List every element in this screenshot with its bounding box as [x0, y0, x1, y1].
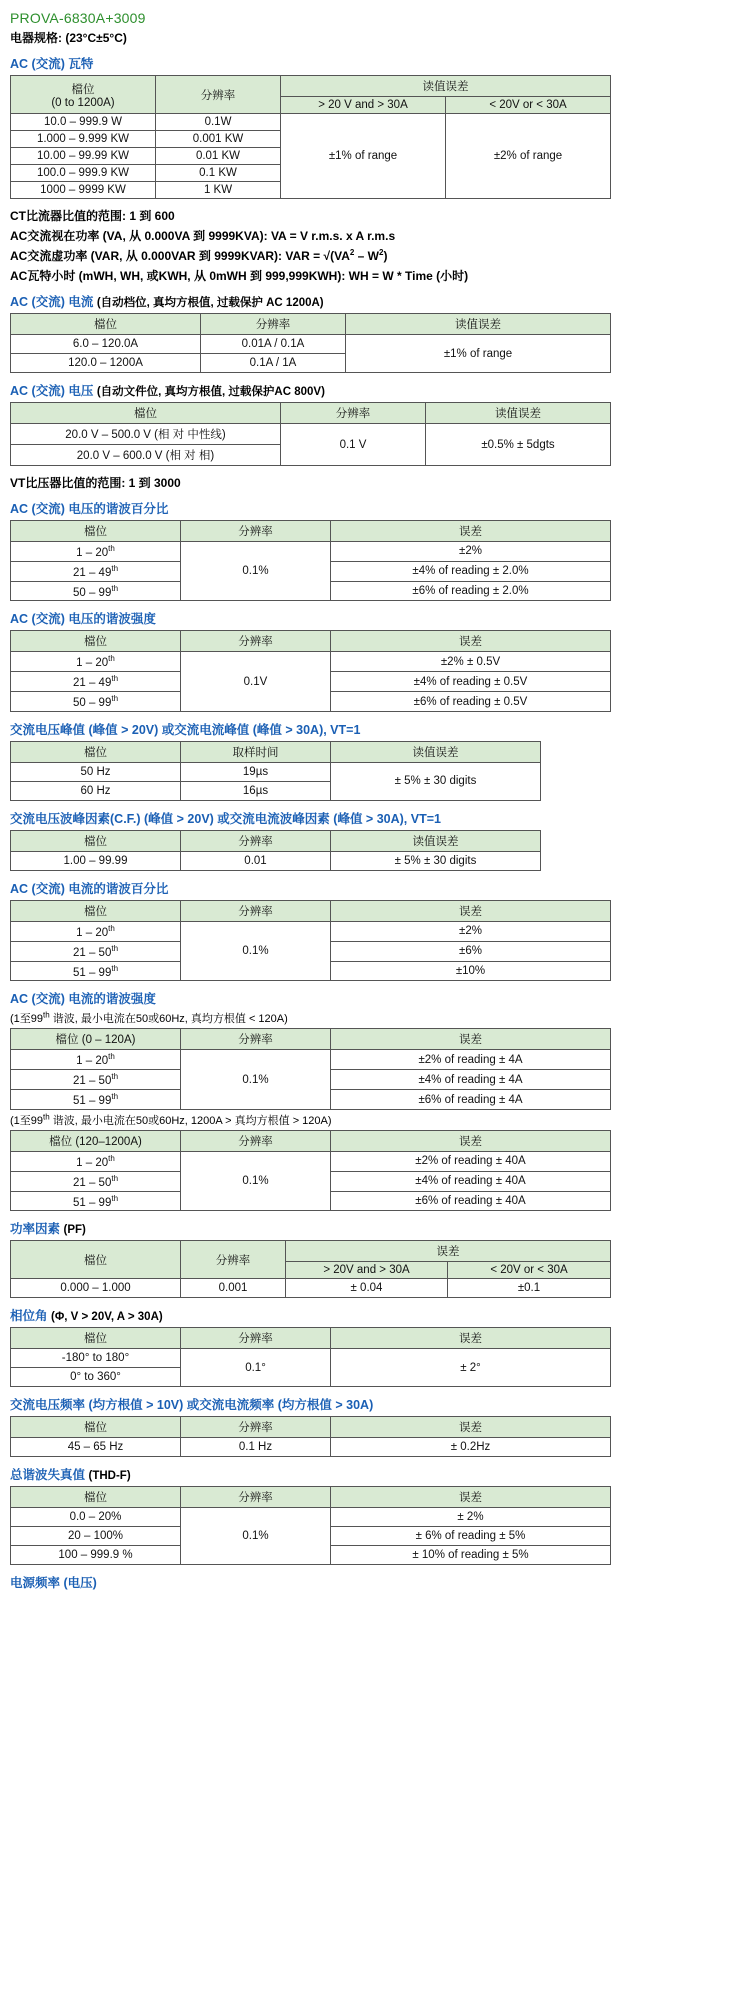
section-heading-ac-current-label: AC (交流) 电流 — [10, 295, 94, 309]
cell-range-text: 50 – 99 — [72, 586, 112, 599]
col-header-range: 檔位 — [11, 830, 181, 851]
col-header-resolution: 分辨率 — [181, 1417, 331, 1438]
col-header-resolution: 分辨率 — [181, 1487, 331, 1508]
cell-range-sup: th — [111, 583, 119, 593]
section-heading-phase-angle-label: 相位角 — [10, 1309, 48, 1324]
cell-accuracy: ±4% of reading ± 40A — [331, 1171, 611, 1191]
section-heading-frequency: 交流电压频率 (均方根值 > 10V) 或交流电流频率 (均方根值 > 30A) — [10, 1398, 374, 1413]
cell-range-sup: th — [108, 923, 115, 933]
cell-accuracy: ±4% of reading ± 4A — [331, 1070, 611, 1090]
table-row — [11, 1279, 611, 1298]
cell-resolution: 0.1 KW — [156, 165, 281, 182]
cell-accuracy: ± 5% ± 30 digits — [331, 851, 541, 870]
cell-range — [11, 652, 181, 672]
cell-range — [11, 1191, 181, 1211]
page-title: PROVA-6830A+3009 — [10, 10, 146, 26]
cell-range: 120.0 – 1200A — [11, 354, 201, 373]
table-current-harmonic-magnitude-low — [10, 1028, 611, 1109]
note-text: (1至99 — [10, 1013, 44, 1026]
cell-resolution: 0.1 V — [281, 424, 426, 466]
col-header-resolution: 分辨率 — [181, 521, 331, 542]
cell-accuracy: ±2% — [331, 921, 611, 941]
cell-range-text: 21 – 49 — [72, 566, 112, 579]
note-vt-ratio: VT比压器比值的范围: 1 到 3000 — [10, 476, 181, 490]
col-header-resolution: 分辨率 — [181, 1130, 331, 1151]
cell-accuracy: ± 2° — [331, 1349, 611, 1387]
table-ac-watt — [10, 75, 611, 199]
cell-range-text: 51 – 99 — [72, 1094, 112, 1107]
cell-resolution: 0.01A / 0.1A — [201, 335, 346, 354]
cell-accuracy-high: ± 0.04 — [286, 1279, 448, 1298]
cell-range-text: 21 – 50 — [72, 1075, 112, 1088]
cell-accuracy: ± 0.2Hz — [331, 1438, 611, 1457]
cell-range: 0.000 – 1.000 — [11, 1279, 181, 1298]
table-row — [11, 762, 541, 781]
cell-accuracy: ±6% of reading ± 4A — [331, 1090, 611, 1110]
table-row — [11, 335, 611, 354]
cell-accuracy-low: ±2% of range — [446, 114, 611, 199]
col-header-range: 檔位 — [11, 1328, 181, 1349]
cell-resolution: 0.1 Hz — [181, 1438, 331, 1457]
note-current-harmonic-range-low — [10, 1010, 740, 1026]
col-header-range: 檔位 — [11, 403, 281, 424]
table-peak — [10, 741, 541, 801]
col-header-resolution: 分辨率 — [181, 1029, 331, 1050]
note-var-text-c: ) — [383, 249, 388, 263]
col-header-accuracy: 误差 — [331, 1328, 611, 1349]
cell-accuracy-high: ±1% of range — [281, 114, 446, 199]
cell-range: 60 Hz — [11, 781, 181, 800]
note-var-text-a: AC交流虚功率 (VAR, 从 0.000VAR 到 9999KVAR): VAR = √(VA — [10, 249, 350, 263]
note-wh: AC瓦特小时 (mWH, WH, 或KWH, 从 0mWH 到 999,999KWH): WH = W * Time (小时) — [10, 269, 469, 283]
cell-resolution: 0.1% — [181, 542, 331, 601]
cell-resolution: 0.001 KW — [156, 131, 281, 148]
section-heading-thd — [10, 1465, 740, 1483]
table-row — [11, 424, 611, 445]
cell-accuracy: ± 6% of reading ± 5% — [331, 1527, 611, 1546]
cell-accuracy: ± 2% — [331, 1508, 611, 1527]
cell-accuracy: ± 5% ± 30 digits — [331, 762, 541, 800]
section-heading-current-harmonic-percent: AC (交流) 电流的谐波百分比 — [10, 881, 169, 896]
cell-range-sup: th — [108, 544, 115, 553]
table-row — [11, 1508, 611, 1527]
col-header-resolution: 分辨率 — [181, 830, 331, 851]
cell-range: 0.0 – 20% — [11, 1508, 181, 1527]
section-heading-ac-current — [10, 292, 740, 310]
col-header-range: 檔位 — [11, 1241, 181, 1279]
cell-range-text: 1 – 20 — [76, 657, 109, 670]
cell-range: 20 – 100% — [11, 1527, 181, 1546]
cell-resolution: 0.1° — [181, 1349, 331, 1387]
col-header-accuracy: 误差 — [331, 521, 611, 542]
col-header-range: 檔位 — [11, 1487, 181, 1508]
note-text: (1至99 — [10, 1114, 44, 1127]
cell-range-sup: th — [111, 963, 119, 973]
col-header-accuracy: 误差 — [331, 1487, 611, 1508]
note-rest: 谐波, 最小电流在50或60Hz, 1200A > 真均方根值 > 120A) — [49, 1114, 332, 1127]
section-heading-voltage-harmonic-percent: AC (交流) 电压的谐波百分比 — [10, 502, 169, 516]
table-ac-current — [10, 313, 611, 373]
cell-range-sup: th — [111, 1193, 119, 1203]
section-heading-line-frequency: 电源频率 (电压) — [10, 1576, 97, 1591]
cell-range — [11, 581, 181, 601]
cell-range-sup: th — [111, 674, 119, 684]
cell-range: 0° to 360° — [11, 1368, 181, 1387]
col-header-range: 檔位 — [11, 741, 181, 762]
section-heading-power-factor-label: 功率因素 — [10, 1222, 61, 1237]
cell-range-text: 1 – 20 — [76, 926, 109, 939]
table-voltage-harmonic-percent — [10, 520, 611, 601]
table-frequency — [10, 1416, 611, 1457]
table-row — [11, 1438, 611, 1457]
cell-range: 10.00 – 99.99 KW — [11, 148, 156, 165]
col-header-range: 檔位 (120–1200A) — [11, 1130, 181, 1151]
col-header-resolution: 分辨率 — [181, 1241, 286, 1279]
col-header-accuracy-high: > 20V and > 30A — [286, 1262, 448, 1279]
col-header-resolution: 分辨率 — [181, 1328, 331, 1349]
section-heading-thd-note: (THD-F) — [88, 1470, 131, 1483]
table-row — [11, 542, 611, 562]
cell-accuracy: ± 10% of reading ± 5% — [331, 1546, 611, 1565]
section-heading-thd-label: 总谐波失真值 — [10, 1468, 86, 1483]
table-ac-voltage — [10, 402, 611, 466]
col-header-sample-time: 取样时间 — [181, 741, 331, 762]
table-row — [11, 114, 611, 131]
section-heading-peak: 交流电压峰值 (峰值 > 20V) 或交流电流峰值 (峰值 > 30A), VT=1 — [10, 722, 361, 737]
table-row — [11, 1151, 611, 1171]
cell-range: 50 Hz — [11, 762, 181, 781]
cell-range — [11, 921, 181, 941]
section-heading-ac-watt: AC (交流) 瓦特 — [10, 57, 94, 71]
cell-range: 45 – 65 Hz — [11, 1438, 181, 1457]
cell-range-text: 51 – 99 — [72, 1196, 112, 1209]
note-ct-ratio: CT比流器比值的范围: 1 到 600 — [10, 209, 175, 223]
note-var-sup-2: 2 — [379, 248, 384, 257]
cell-range-text: 21 – 50 — [72, 946, 112, 959]
table-row — [11, 1349, 611, 1368]
col-header-accuracy: 误差 — [331, 631, 611, 652]
col-header-range — [11, 76, 156, 114]
cell-resolution: 1 KW — [156, 182, 281, 199]
cell-range-sup: th — [111, 1173, 119, 1183]
cell-accuracy: ±4% of reading ± 2.0% — [331, 561, 611, 581]
col-header-resolution: 分辨率 — [181, 900, 331, 921]
col-header-resolution: 分辨率 — [281, 403, 426, 424]
table-row — [11, 851, 541, 870]
section-heading-phase-angle-note: (Φ, V > 20V, A > 30A) — [51, 1311, 163, 1324]
col-header-resolution: 分辨率 — [201, 314, 346, 335]
cell-resolution: 0.1V — [181, 652, 331, 711]
note-sup: th — [43, 1112, 50, 1122]
cell-range-text: 21 – 50 — [72, 1176, 112, 1189]
cell-range: 20.0 V – 500.0 V (相 对 中性线) — [11, 424, 281, 445]
cell-range — [11, 561, 181, 581]
cell-range — [11, 1050, 181, 1070]
col-header-resolution: 分辨率 — [156, 76, 281, 114]
cell-range-sup: th — [108, 654, 115, 664]
cell-resolution: 0.01 — [181, 851, 331, 870]
table-row — [11, 1050, 611, 1070]
section-heading-power-factor-note: (PF) — [63, 1224, 86, 1237]
cell-range-text: 21 – 49 — [72, 677, 112, 690]
cell-range — [11, 1070, 181, 1090]
note-va — [10, 227, 740, 244]
section-heading-ac-voltage — [10, 381, 740, 399]
section-heading-power-factor — [10, 1219, 740, 1237]
col-header-range: 檔位 — [11, 631, 181, 652]
cell-accuracy: ±6% of reading ± 40A — [331, 1191, 611, 1211]
cell-accuracy: ±6% — [331, 941, 611, 961]
cell-resolution: 0.1A / 1A — [201, 354, 346, 373]
cell-range: -180° to 180° — [11, 1349, 181, 1368]
table-voltage-harmonic-magnitude — [10, 630, 611, 711]
cell-range-text: 51 – 99 — [72, 966, 112, 979]
col-header-accuracy: 读值误差 — [331, 830, 541, 851]
note-var — [10, 247, 740, 264]
cell-accuracy: ±2% — [331, 542, 611, 562]
table-current-harmonic-magnitude-high — [10, 1130, 611, 1211]
col-header-range-sub: (0 to 1200A) — [51, 96, 115, 109]
cell-resolution: 0.1% — [181, 1151, 331, 1210]
table-thd — [10, 1486, 611, 1565]
cell-range-text: 1 – 20 — [76, 1156, 109, 1169]
cell-range-sup: th — [108, 1153, 115, 1163]
cell-range: 100 – 999.9 % — [11, 1546, 181, 1565]
cell-range — [11, 1090, 181, 1110]
note-var-sup-1: 2 — [349, 248, 355, 257]
col-header-range: 檔位 — [11, 521, 181, 542]
cell-accuracy: ±1% of range — [346, 335, 611, 373]
cell-range — [11, 692, 181, 712]
col-header-accuracy: 读值误差 — [346, 314, 611, 335]
col-header-range: 檔位 — [11, 900, 181, 921]
cell-range — [11, 1171, 181, 1191]
col-header-accuracy: 误差 — [331, 1130, 611, 1151]
col-header-accuracy: 读值误差 — [331, 741, 541, 762]
col-header-accuracy: 误差 — [331, 900, 611, 921]
cell-range: 1.00 – 99.99 — [11, 851, 181, 870]
note-current-harmonic-range-high — [10, 1112, 740, 1128]
section-heading-current-harmonic-magnitude: AC (交流) 电流的谐波强度 — [10, 992, 156, 1007]
col-header-accuracy: 误差 — [331, 1417, 611, 1438]
col-header-accuracy: 误差 — [331, 1029, 611, 1050]
cell-accuracy: ±2% ± 0.5V — [331, 652, 611, 672]
cell-resolution: 0.1% — [181, 1050, 331, 1109]
cell-range — [11, 941, 181, 961]
cell-sample-time: 19µs — [181, 762, 331, 781]
note-var-text-b: – W — [354, 249, 379, 263]
table-power-factor — [10, 1240, 611, 1298]
cell-resolution: 0.001 — [181, 1279, 286, 1298]
col-header-accuracy-high: > 20 V and > 30A — [281, 97, 446, 114]
cell-range: 6.0 – 120.0A — [11, 335, 201, 354]
table-row — [11, 921, 611, 941]
spec-conditions: 电器规格: (23°C±5°C) — [10, 31, 127, 45]
cell-range-sup: th — [111, 1072, 119, 1082]
cell-range: 1.000 – 9.999 KW — [11, 131, 156, 148]
section-heading-ac-current-note: (自动档位, 真均方根值, 过载保护 AC 1200A) — [96, 297, 324, 309]
cell-range-text: 50 – 99 — [72, 696, 112, 709]
col-header-range: 檔位 (0 – 120A) — [11, 1029, 181, 1050]
section-heading-phase-angle — [10, 1306, 740, 1324]
cell-range-sup: th — [111, 563, 119, 573]
cell-range-sup: th — [111, 1092, 119, 1102]
col-header-accuracy-low: < 20V or < 30A — [448, 1262, 611, 1279]
cell-resolution: 0.1% — [181, 1508, 331, 1565]
section-heading-ac-voltage-note: (自动文件位, 真均方根值, 过载保护AC 800V) — [96, 386, 325, 398]
cell-range-sup: th — [111, 694, 119, 704]
section-heading-crest-factor: 交流电压波峰因素(C.F.) (峰值 > 20V) 或交流电流波峰因素 (峰值 > 30A), VT=1 — [10, 811, 441, 826]
cell-range-sup: th — [108, 1052, 115, 1062]
cell-resolution: 0.1% — [181, 921, 331, 980]
table-crest-factor — [10, 830, 541, 871]
cell-range-sup: th — [111, 943, 119, 953]
cell-accuracy-low: ±0.1 — [448, 1279, 611, 1298]
cell-accuracy: ±4% of reading ± 0.5V — [331, 672, 611, 692]
col-header-accuracy: 误差 — [286, 1241, 611, 1262]
cell-range — [11, 672, 181, 692]
col-header-range-label: 檔位 — [71, 83, 95, 96]
cell-range — [11, 542, 181, 562]
cell-accuracy: ±2% of reading ± 4A — [331, 1050, 611, 1070]
cell-accuracy: ±6% of reading ± 0.5V — [331, 692, 611, 712]
cell-accuracy: ±10% — [331, 961, 611, 981]
note-va-text: AC交流视在功率 (VA, 从 0.000VA 到 9999KVA): VA = V r.m.s. x A r.m.s — [10, 229, 396, 243]
cell-range — [11, 1151, 181, 1171]
cell-accuracy: ±6% of reading ± 2.0% — [331, 581, 611, 601]
table-current-harmonic-percent — [10, 900, 611, 981]
cell-resolution: 0.1W — [156, 114, 281, 131]
col-header-range: 檔位 — [11, 1417, 181, 1438]
col-header-accuracy-low: < 20V or < 30A — [446, 97, 611, 114]
section-heading-voltage-harmonic-magnitude: AC (交流) 电压的谐波强度 — [10, 612, 156, 627]
section-heading-ac-voltage-label: AC (交流) 电压 — [10, 384, 94, 398]
cell-range: 100.0 – 999.9 KW — [11, 165, 156, 182]
col-header-accuracy: 读值误差 — [281, 76, 611, 97]
cell-sample-time: 16µs — [181, 781, 331, 800]
note-sup: th — [43, 1010, 50, 1020]
note-rest: 谐波, 最小电流在50或60Hz, 真均方根值 < 120A) — [49, 1013, 288, 1026]
cell-range: 1000 – 9999 KW — [11, 182, 156, 199]
cell-accuracy: ±0.5% ± 5dgts — [426, 424, 611, 466]
cell-range: 20.0 V – 600.0 V (相 对 相) — [11, 445, 281, 466]
cell-range: 10.0 – 999.9 W — [11, 114, 156, 131]
cell-range-text: 1 – 20 — [76, 1055, 109, 1068]
table-row — [11, 652, 611, 672]
cell-resolution: 0.01 KW — [156, 148, 281, 165]
cell-range — [11, 961, 181, 981]
cell-range-text: 1 – 20 — [76, 546, 109, 559]
col-header-accuracy: 读值误差 — [426, 403, 611, 424]
col-header-resolution: 分辨率 — [181, 631, 331, 652]
table-phase-angle — [10, 1327, 611, 1387]
col-header-range: 檔位 — [11, 314, 201, 335]
cell-accuracy: ±2% of reading ± 40A — [331, 1151, 611, 1171]
